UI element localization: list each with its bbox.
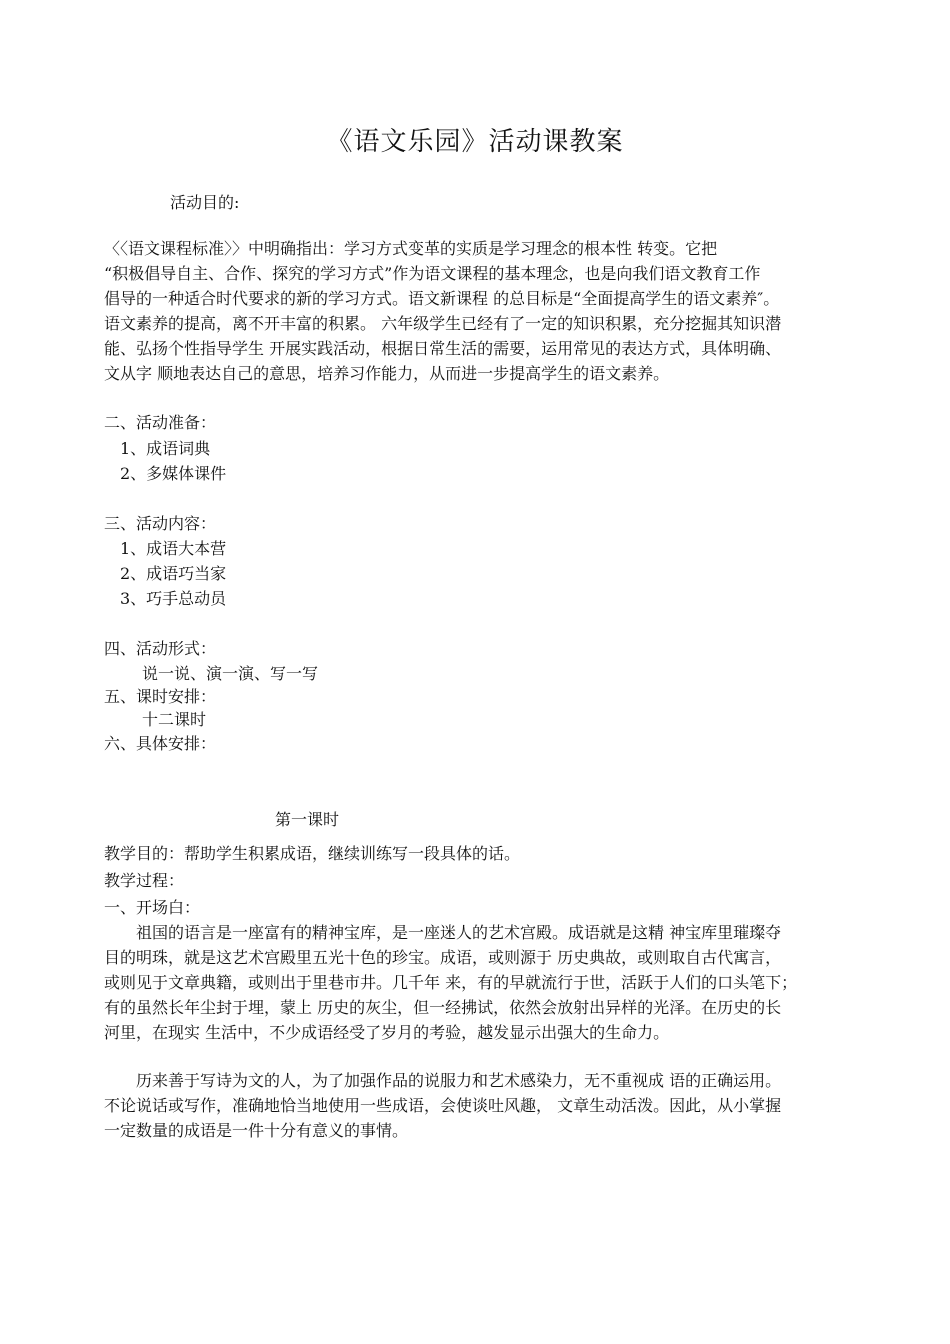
content-item: 3、巧手总动员 bbox=[120, 589, 227, 608]
lesson-title: 第一课时 bbox=[275, 810, 340, 829]
content-item: 2、成语巧当家 bbox=[120, 564, 227, 583]
opening-paragraph-1: 祖国的语言是一座富有的精神宝库，是一座迷人的艺术宫殿。成语就是这精 神宝库里璀璨夺 目的明珠，就是这艺术宫殿里五光十色的珍宝。成语，或则源于 历史典故，或则取自古代寓言， 或则见于文章典籍，或则出于里巷市井。几千年 来，有的早就流行于世，活跃于人们的口头笔下； 有的虽然长年尘封于埋，蒙上 历史的灰尘，但一经拂试，依然会放射出异样的光泽。在历史的长 河里，在现实 生活中，不少成语经受了岁月的考验，越发显示出强大的生命力。 bbox=[104, 923, 798, 1042]
opening-paragraph-2: 历来善于写诗为文的人，为了加强作品的说服力和艺术感染力，无不重视成 语的正确运用。 不论说话或写作，准确地恰当地使用一些成语，会使谈吐风趣， 文章生动活泼。因此，从小掌握 一定数量的成语是一件十分有意义的事情。 bbox=[104, 1071, 782, 1140]
prep-item: 1、成语词典 bbox=[120, 439, 211, 458]
purpose-paragraph: 〈〈语文课程标准〉〉中明确指出：学习方式变革的实质是学习理念的根本性 转变。它把 “积极倡导自主、合作、探究的学习方式”作为语文课程的基本理念，也是向我们语文教育工作 倡导的一种适合时代要求的新的学习方式。语文新课程 的总目标是“全面提高学生的语文素养″。 语文素养的提高，离不开丰富的积累。 六年级学生已经有了一定的知识积累，充分挖掘其知识潜 能、弘扬个性指导学生 开展实践活动，根据日常生活的需要，运用常见的表达方式，具体明确、 文从字 顺地表达自己的意思，培养习作能力，从而进一步提高学生的语文素养。 bbox=[104, 239, 782, 383]
lesson-goal: 教学目的：帮助学生积累成语，继续训练写一段具体的话。 bbox=[104, 844, 521, 863]
document-title: 《语文乐园》活动课教案 bbox=[326, 127, 624, 157]
content-heading: 三、活动内容： bbox=[104, 514, 217, 533]
prep-heading: 二、活动准备： bbox=[104, 413, 217, 432]
purpose-heading: 活动目的: bbox=[170, 193, 240, 212]
lesson-process: 教学过程： bbox=[104, 871, 185, 890]
content-item: 1、成语大本营 bbox=[120, 539, 227, 558]
opening-heading: 一、开场白： bbox=[104, 898, 201, 917]
schedule-text: 十二课时 bbox=[142, 710, 207, 729]
detail-heading: 六、具体安排： bbox=[104, 734, 217, 753]
form-text: 说一说、演一演、写一写 bbox=[142, 664, 319, 683]
form-heading: 四、活动形式： bbox=[104, 639, 217, 658]
prep-item: 2、多媒体课件 bbox=[120, 464, 227, 483]
schedule-heading: 五、课时安排： bbox=[104, 687, 217, 706]
